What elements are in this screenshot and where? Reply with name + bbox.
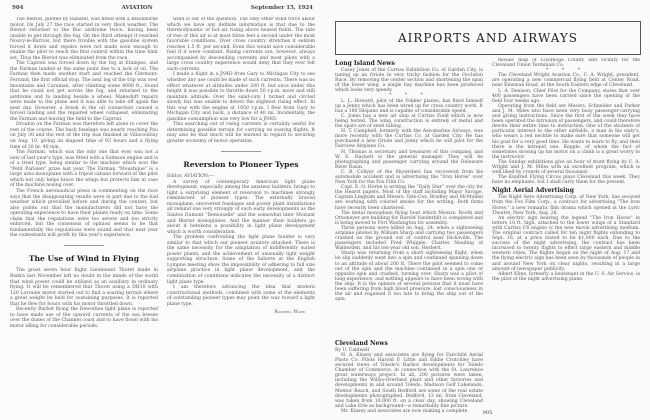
heading-night-advertising: Night Aerial Advertising: [492, 187, 574, 195]
paragraph: The Sunday exhibitions give an hour of stunt flying by C. A. Wright and J. M. Miles with an excellent program, which is well liked by crowds of several thousand.: [492, 159, 640, 176]
divider: [221, 151, 261, 152]
heading-cleveland: Cleveland News: [335, 339, 388, 347]
paragraph: mosaic map of Cuyahoga County and vicinity for the Cleveland Union Terminals Co.: [492, 58, 640, 69]
divider: [64, 245, 104, 246]
right-column-1: [335, 58, 483, 414]
author-signature: Rodwell Ward: [274, 310, 305, 316]
paragraph: Capt. E. O. Horne is writing the "Daily Star" over the city for the Hearst papers. Most of the staff including Major Savage, Captain Lingham and Messrs. Tate-Cox, Bradley and McMullen are working with colored smoke for the writing. Both firms have recently been chartered.: [335, 185, 483, 211]
separator: * * *: [389, 93, 429, 99]
left-column-1: [10, 17, 158, 417]
paragraph: Recently Barbot flying the Dewoitine light plane is reported to have made use of the upward currents of the sea breeze over the dunes of the Channel coast and to have flown with his motor idling for considerable periods.: [10, 307, 158, 329]
paragraph: H. T. Campbell, formerly with the Aeromarine Airways, was more recently with the Curtiss Co. at Garden City. He has purchased a new Oriole and Jenny which he will pilot for the Fairview Airplane Co.: [335, 129, 483, 150]
paragraph: C. Jones has a new air ship at Curtiss Field which is now being tested. The wing construction is entirely of metal and the spars are of steel tubing.: [335, 113, 483, 130]
paragraph: The problem confronting the light plane builder is very similar to that which our pioneer aviators attacked. There is the same necessity for the adaptation of indifferently suited power plants, and the achievement of unusually light weight supporting structure. Some of the failures at the English Lympne meeting show the impossibility of adhering to full size airplane practice in light plane development, and the combination of conditions indicates the necessity of a distinct light plane type.: [167, 235, 315, 285]
paragraph: Sharp was returning from a short sightseeing flight, when he slip suddenly went into a spin and continued spinning down to an altitude of about 200 ft. There the pilot seemed to come out of the spin and the machine continued in a spin one or opposite spin and crashed, turning over. Sharp was a pilot of long experience, and nothing appears to have been wrong with the ship. It is the opinion of several persons that it must have been suffering from high blood pressure, lost consciousness in the air and regained it too late to bring the ship out of the spin.: [335, 251, 483, 303]
paragraph: The Farman, which was the only one that ever was not a new of last year's type, was fitted with a Salmson engine and is of a tried type, being similar to the machine which won the "Petit Parisien" prize last year. The Farman "Moustique" is a large area monoplane with a tripod cabane forward of the pilot which not only helps brace the wings but protects him in case of the machine nosing over.: [10, 150, 158, 189]
paragraph: Drouhin on the Farman was therefore left alone to cover the rest of the course. The back fuselage was nearly reaching Pau on July 30 and the rest of the trip was finished at Villacoublay on Aug. 10, giving an elapsed time of 93 hours and a flying time of 30 hr. 40 min.: [10, 122, 158, 150]
cleveland-section: [335, 338, 483, 414]
paragraph: An electric sign bearing the legend "The Iron Horse" in letters 10 ft. high, attached to the lower wings of a Standard with Curtiss C6 engine is the new movie advertising medium. The original contract called for ten night flights extending to Sept. 16, at a price stated to be $1,000 each. Due to the success of the night advertising, the contract has been increased to twenty flights to effect large eastern and middle western cities. The flights began on the night of Aug. 17 and the flying electric sign has been seen by thousands of people in and around New York on clear nights, resulting in a large amount of newspaper publicity.: [492, 215, 640, 272]
section-title-box: AIRPORTS AND AIRWAYS: [335, 21, 641, 55]
article-heading-wind: The Use of Wind in Flying: [28, 253, 140, 263]
paragraph: wind is out of the question. The only other wind force about which we have any definite information is that due to the thermodynamic of hot air rising above heated fields. The rate of rise of this air is at most three feet a second under the most favorable conditions. Over cross country stretches it seldom reaches 1.5 ft. per second. Even this would save considerable fuel if it were constant. Rising currents are, however, always accompanied by descending currents and most pilots with a large cross country experience would deny that they ever felt such currents.: [167, 17, 315, 72]
paragraph: The metal monoplane flying boat which Messrs. Booth and Ottomeyer are building for Harold Vanderbilt is completed and is being moved to Port Washington for assembly.: [335, 210, 483, 226]
page-number: 905: [482, 410, 493, 416]
paragraph: I made a flight in a JN4D from Gary to Michigan City to see whether any use could be made of such currents. There was no effect whatever at altitudes under 200 ft. but once under this height it was possible to throttle down 50 r.p.m. more and still maintain altitude. Over the sand-cuts I turned and circled slowly but was unable to detect the slightest rising effect. In this way with the engine at 1050 r.p.m. I flew from Gary to Michigan City and back, a distance of 40 mi. Incidentally, the gasoline consumption was very low for a JN4D.: [167, 72, 315, 122]
paragraph: L. L. Howard, pilot of the Fokker planes, has fixed himself up a Jenny which has been wired up for cross country work. It has a 180 Hispano and is capable of considerable speed.: [335, 98, 483, 114]
salutation: Editor, AVIATION:—: [167, 174, 214, 180]
separator: * * *: [546, 68, 586, 74]
paragraph: The Kindred Flying Circus plays Cleveland this week. They have no elephants, but I shall carry them for the present.: [492, 175, 640, 186]
paragraph: Three persons were killed on Aug. 24, when a sightseeing airplane piloted by William Sharp and carrying two passengers crashed on the ground out of control near Hicksville. The passengers included Fred Whipple, Charles Neading of Walderden, and his ten-year old son, Herbert.: [335, 225, 483, 252]
byline: By U. Caldwell: [335, 347, 370, 353]
paragraph: L. A. Denison, Chief Pilot for the Company, states that over 400 passengers have been carried since the opening of the field four weeks ago.: [492, 88, 640, 104]
right-page: [325, 0, 650, 420]
left-column-2: [167, 17, 315, 417]
paragraph: A survey of contemporary American light plane development, especially among the amateur builders, brings to light a surprising element of reversion to machines strongly reminiscent of pioneer types. The externally braced monoplane, uncovered fuselages and power plant installations all remind one very strongly of such early developments as the Santos Dumont "Demoiselle" and the somewhat later Moisant and Bleriot monoplanes. And the manner their builders go about it betokens a possibility in light plane development which is worth consideration.: [167, 179, 315, 235]
paragraph: This searching out of rising currents is certainly useful for determining possible terrain for carrying on soaring flights. It may also be that much will be learned in regard to securing greater economy of motor operation.: [167, 122, 315, 145]
paragraph: Mr. Kinsey and associates are now making a complete: [341, 408, 468, 414]
right-column-2: [492, 58, 640, 408]
long-island-section: [335, 58, 483, 338]
paragraph: The great seven hour flight Lieutenant Thoret made in Biskra last November left no doubt in the minds of the world that wind power could be utilized as an auxiliary in ordinary flying. It will be remembered that Thoret using a DH10 with 120 Lorraine motor started out to find a soaring terrain where a great weight be held for sustaining purposes. It is reported that he flew for hours with his motor throttled down.: [10, 268, 158, 307]
paragraph: Operating from the field are Messrs. Schneider and Parker and J. M. Miles who have been very busy passenger-carrying and giving instructions. Since the first of the week they have been operated the intrusion of passengers, and could therefore devote their entire time to instruction. One of the students of particular interest to the other airfields, a man in his sixty's, who wears a red necktie to make sure that someone will get his goat for a very good time. He wants to learn to fly, and then there is the intrepid one. Kepple, of whom the fact of sometimes slowing up his motor on a climb is a great worry to the instructor.: [492, 103, 640, 160]
paragraph: The Night Aero Advertising Corp. of New York, has secured from the Fox Film Corp., a contract for advertising "The Iron Horse," a new romantic film drama which opened at the Lyric Theatre, New York, Aug. 28.: [492, 195, 640, 216]
paragraph: H. A. Kinsey and associates are flying for Fairchild Aerial Photo Co. Pilots Harold P. Little and Eddie Crutchley have secured views of Toledo's Harbor developments for Toledo Chamber of Commerce, in connection with the St. Lawrence great waterways project. In all, 200 pictures were taken, including the Willys-Overland plant and other factories and developments in and around Toledo. Madison Golf Lakelands, Mentor Beach, and South Bedford are some of the real estate developments photographed. Bedford, 13 mi. from Cleveland, was taken from 10,000 ft. on a clear day, showing Cleveland and Lake Erie as background—a remarkably fine picture.: [335, 352, 483, 409]
paragraph: H. Thomas is secretary and treasurer of this company, and W. E. Hackett is the general manager. They will be photographing and passenger carrying around the Delaware River Basin.: [335, 149, 483, 170]
heading-long-island: Long Island News: [335, 60, 395, 67]
issue-date: September 15, 1924: [250, 5, 313, 11]
running-header: [12, 5, 313, 11]
paragraph: Casey Jones of the Curtiss Exhibition Co. of Garden City, is tuning up an Oriole in very tricky fashion for the Occluton Race. By removing the center section and shortening the span of the lower wing, a single bay machine has been produced which looks very speedy.: [335, 68, 483, 94]
paragraph: I am therefore advancing the idea that modern constructional methods, combined with some of the elements of outstanding pioneer types may point the way toward a light plane type.: [167, 285, 315, 307]
paragraph: The French aeronautical press in commenting on the race says that the disappointing results were in part due to the bad weather which prevailed before and during the contest, but also points out that the manufacturers did not have the operating experience to have their planes ready on time. Some claim that the regulations were too severe and too strictly enforced, but the consensus of opinion seems to be that fundamentally the regulations were sound and that next year the contestants will profit by this year's experience.: [10, 188, 158, 239]
page-number: 904: [12, 5, 24, 11]
paragraph: The Bleriot, piloted by Rabatel, was fitted with a Blackburne motor. On July 27 the race started in very thick weather. The Bleriot returned to the Buc airdrome twice, having been unable to get through the fog. On the third attempt it reached Nouvy-le-Barrois, but there trouble with the gasoline system forced it down and repairs were not made soon enough to enable the pilot to reach the first control within the time limit set. Thus the Bleriot was eliminated from the race.: [10, 17, 158, 61]
paragraph: The Caproni was forced down by the fog at Etampes, and the Farman landed at the same point due to a lack of oil. The Farman then made another start and reached the Clermont-Ferrand, the first official stop. The next leg of the trip was over mountains and Caraman, after climbing some 4000 ft., found that he could not get across the fog, and returned to the airdrome and to landing beside a wheel. Makeshift repairs were made to the plane and it was able to take off again the next day. However, a break in the oil connection caused a forced landing and the repaired wheel collapsed, eliminating the Farman and leaving the field to the Caproni.: [10, 61, 158, 122]
paragraph: The Cleveland Wright Aviation Co., C. A. Wright, president, are operating a new commercial flying field at Center Road, near Kinsman Road, at the South Eastern edge of Cleveland.: [492, 73, 640, 89]
journal-title: AVIATION: [121, 5, 153, 11]
paragraph: Albert Kline, formerly a lieutenant in the U. S. Air Service, is the pilot of the night advertising plane.: [492, 271, 640, 282]
article-heading-reversion: Reversion to Pioneer Types: [183, 159, 299, 169]
paragraph: C. B. Collyer of the Skywriters has recovered from his automobile accident and is advertising the "Iron Horse" over New York for the Fox Film Co.: [335, 169, 483, 186]
